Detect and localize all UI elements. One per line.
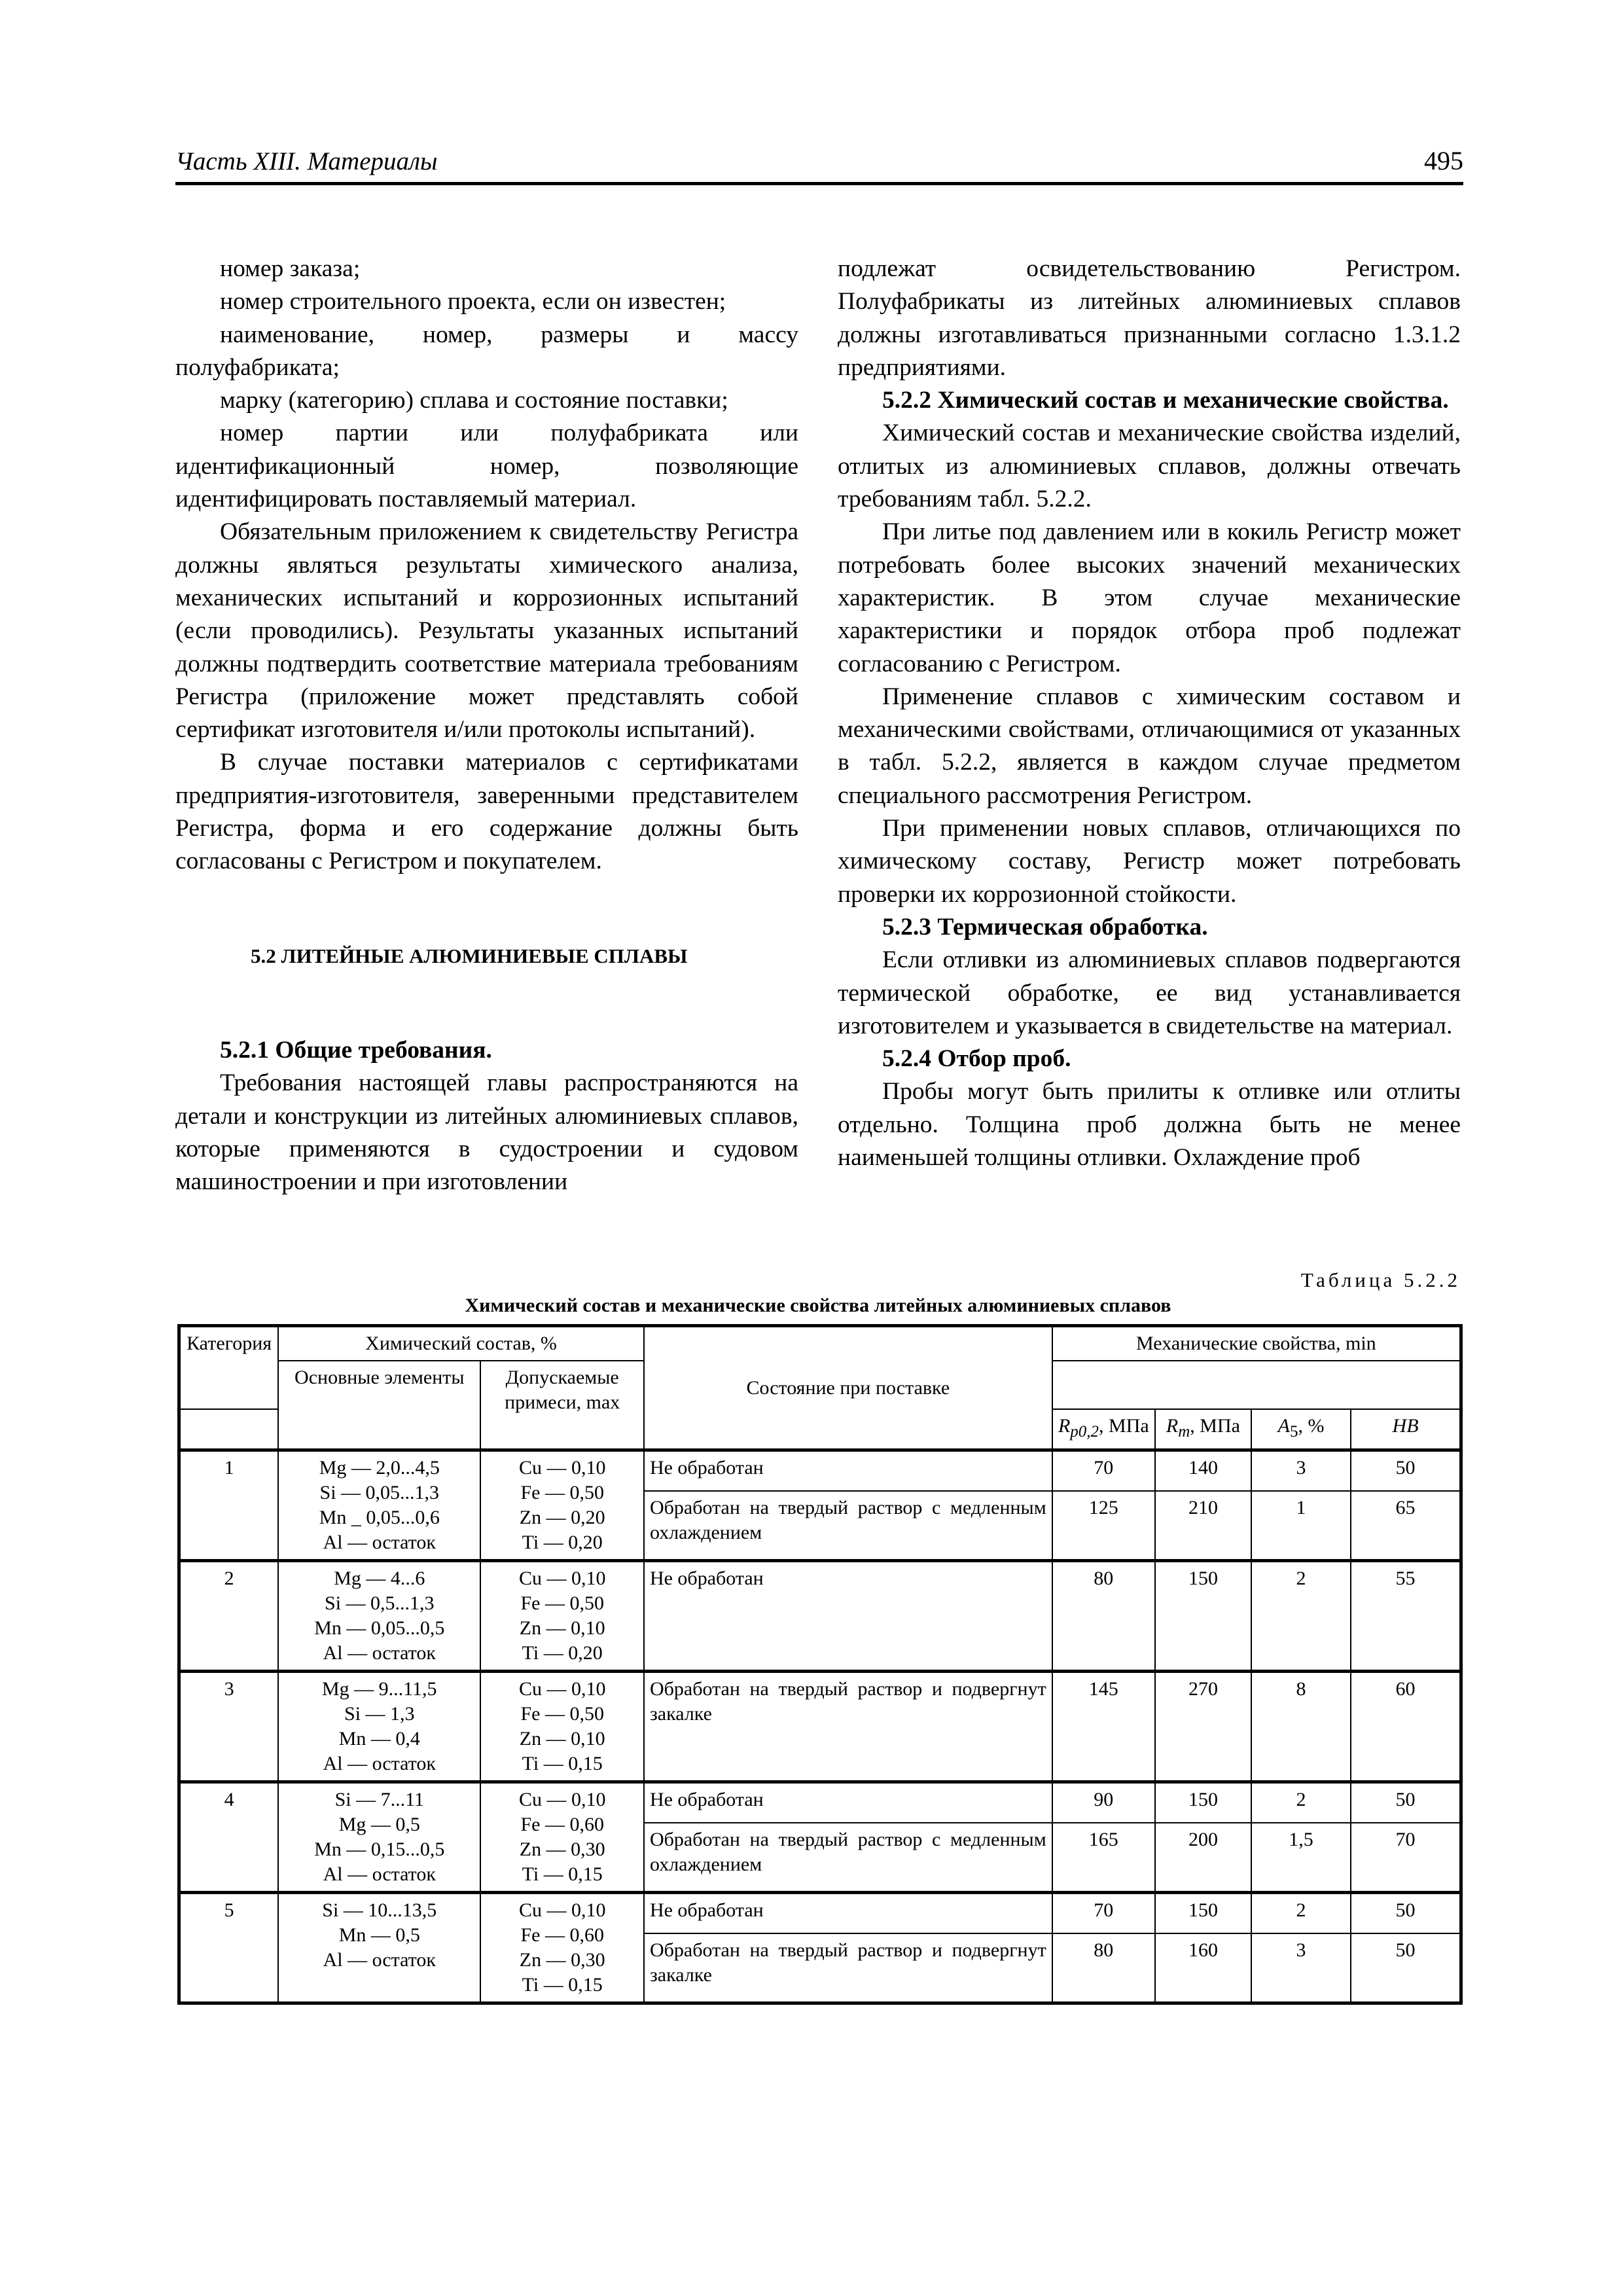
rp-cell: 145 xyxy=(1052,1672,1155,1782)
subsection-heading: 5.2.2 Химический состав и механические свойства. xyxy=(882,387,1449,414)
condition-cell: Не обработан xyxy=(644,1450,1052,1491)
condition-cell: Обработан на твердый раствор и подвергнут закалке xyxy=(644,1933,1052,2003)
rm-cell: 200 xyxy=(1155,1823,1251,1893)
main-elements-cell: Si — 10...13,5 Mn — 0,5 Al — остаток xyxy=(278,1893,480,2003)
subsection-heading: 5.2.1 Общие требования. xyxy=(220,1036,492,1064)
paragraph: марку (категорию) сплава и состояние поставки; xyxy=(220,387,728,414)
hb-cell: 60 xyxy=(1351,1672,1461,1782)
condition-cell: Не обработан xyxy=(644,1561,1052,1672)
hb-header: HB xyxy=(1351,1409,1461,1450)
paragraph: При применении новых сплавов, отличающихся по химическому составу, Регистр может потребовать проверки их коррозионной стойкости. xyxy=(838,815,1461,908)
paragraph: В случае поставки материалов с сертификатами предприятия-изготовителя, заверенными представителем Регистра, форма и его содержание должны быть согласованы с Регистром и покупателем. xyxy=(175,749,798,875)
hb-cell: 70 xyxy=(1351,1823,1461,1893)
condition-cell: Не обработан xyxy=(644,1782,1052,1823)
impurities-cell: Cu — 0,10 Fe — 0,50 Zn — 0,10 Ti — 0,20 xyxy=(480,1561,644,1672)
a5-cell: 2 xyxy=(1251,1561,1351,1672)
paragraph: номер заказа; xyxy=(220,255,361,282)
hb-cell: 55 xyxy=(1351,1561,1461,1672)
mech-spacer xyxy=(1052,1361,1461,1409)
impurities-cell: Cu — 0,10 Fe — 0,60 Zn — 0,30 Ti — 0,15 xyxy=(480,1893,644,2003)
impurities-cell: Cu — 0,10 Fe — 0,50 Zn — 0,10 Ti — 0,15 xyxy=(480,1672,644,1782)
table-title: Химический состав и механические свойства литейных алюминиевых сплавов xyxy=(465,1295,1171,1316)
impurities-cell: Cu — 0,10 Fe — 0,50 Zn — 0,20 Ti — 0,20 xyxy=(480,1450,644,1561)
category-header-spacer xyxy=(179,1409,279,1450)
rp-cell: 125 xyxy=(1052,1491,1155,1561)
subsection-heading: 5.2.4 Отбор проб. xyxy=(882,1045,1071,1073)
main-elements-cell: Mg — 2,0...4,5 Si — 0,05...1,3 Mn _ 0,05...0,6 Al — остаток xyxy=(278,1450,480,1561)
condition-header: Состояние при поставке xyxy=(644,1326,1052,1450)
header-title: Часть XIII. Материалы xyxy=(175,147,438,175)
paragraph: Применение сплавов с химическим составом и механическими свойствами, отличающимися от указанных в табл. 5.2.2, является в каждом случае предметом специального рассмотрения Регистром. xyxy=(838,683,1461,809)
a5-header: $A_5$, % xyxy=(1251,1409,1351,1450)
category-cell: 1 xyxy=(179,1450,279,1561)
table-row xyxy=(179,1893,1461,1933)
table-row xyxy=(179,1450,1461,1491)
paragraph: Пробы могут быть прилиты к отливке или отлиты отдельно. Толщина проб должна быть не менее наименьшей толщины отливки. Охлаждение проб xyxy=(838,1078,1461,1172)
rm-cell: 150 xyxy=(1155,1893,1251,1933)
paragraph: номер партии или полуфабриката или идентификационный номер, позволяющие идентифицировать поставляемый материал. xyxy=(175,420,798,513)
main-elements-header: Основные элементы xyxy=(278,1361,480,1450)
hb-cell: 65 xyxy=(1351,1491,1461,1561)
rp-cell: 90 xyxy=(1052,1782,1155,1823)
paragraph: Химический состав и механические свойства изделий, отлитых из алюминиевых сплавов, должны отвечать требованиям табл. 5.2.2. xyxy=(838,420,1461,513)
rp-cell: 165 xyxy=(1052,1823,1155,1893)
category-cell: 5 xyxy=(179,1893,279,2003)
a5-cell: 2 xyxy=(1251,1893,1351,1933)
paragraph: Обязательным приложением к свидетельству Регистра должны являться результаты химического анализа, механических испытаний и коррозионных испытаний (если проводились). Результаты указанных испытаний должны подтвердить соответствие материала требованиям Регистра (приложение может представлять собой сертификат изготовителя и/или протоколы испытаний). xyxy=(175,518,798,744)
paragraph: При литье под давлением или в кокиль Регистр может потребовать более высоких значений механических характеристик. В этом случае механические характеристики и порядок отбора проб подлежат согласованию с Регистром. xyxy=(838,518,1461,677)
hb-cell: 50 xyxy=(1351,1782,1461,1823)
chem-header: Химический состав, % xyxy=(278,1326,644,1361)
main-elements-cell: Si — 7...11 Mg — 0,5 Mn — 0,15...0,5 Al — остаток xyxy=(278,1782,480,1893)
category-cell: 3 xyxy=(179,1672,279,1782)
category-cell: 2 xyxy=(179,1561,279,1672)
rm-header: $R_m$, МПа xyxy=(1155,1409,1251,1450)
running-header xyxy=(175,143,1463,185)
main-elements-cell: Mg — 9...11,5 Si — 1,3 Mn — 0,4 Al — остаток xyxy=(278,1672,480,1782)
a5-cell: 3 xyxy=(1251,1450,1351,1491)
category-cell: 4 xyxy=(179,1782,279,1893)
rm-cell: 210 xyxy=(1155,1491,1251,1561)
paragraph: подлежат освидетельствованию Регистром. Полуфабрикаты из литейных алюминиевых сплавов должны изготавливаться признанными согласно 1.3.1.2 предприятиями. xyxy=(838,255,1461,381)
table-caption: Таблица 5.2.2 xyxy=(1300,1268,1461,1291)
paragraph: номер строительного проекта, если он известен; xyxy=(220,288,726,315)
a5-cell: 1,5 xyxy=(1251,1823,1351,1893)
subsection-heading: 5.2.3 Термическая обработка. xyxy=(882,913,1208,941)
hb-cell: 50 xyxy=(1351,1933,1461,2003)
mech-header: Механические свойства, min xyxy=(1052,1326,1461,1361)
condition-cell: Обработан на твердый раствор с медленным охлаждением xyxy=(644,1491,1052,1561)
table-header-row xyxy=(179,1326,1461,1361)
page-number: 495 xyxy=(1424,146,1463,175)
condition-cell: Не обработан xyxy=(644,1893,1052,1933)
hb-cell: 50 xyxy=(1351,1450,1461,1491)
impurities-cell: Cu — 0,10 Fe — 0,60 Zn — 0,30 Ti — 0,15 xyxy=(480,1782,644,1893)
rp-cell: 80 xyxy=(1052,1561,1155,1672)
rm-cell: 270 xyxy=(1155,1672,1251,1782)
left-column xyxy=(175,253,798,1198)
rm-cell: 150 xyxy=(1155,1561,1251,1672)
rm-cell: 150 xyxy=(1155,1782,1251,1823)
properties-table xyxy=(177,1324,1463,2005)
section-title: 5.2 ЛИТЕЙНЫЕ АЛЮМИНИЕВЫЕ СПЛАВЫ xyxy=(251,944,688,967)
rp-cell: 70 xyxy=(1052,1450,1155,1491)
a5-cell: 1 xyxy=(1251,1491,1351,1561)
paragraph: Если отливки из алюминиевых сплавов подвергаются термической обработке, ее вид устанавливается изготовителем и указывается в свидетельстве на материал. xyxy=(838,946,1461,1039)
rm-cell: 140 xyxy=(1155,1450,1251,1491)
rp-cell: 80 xyxy=(1052,1933,1155,2003)
table-row xyxy=(179,1672,1461,1782)
paragraph: наименование, номер, размеры и массу полуфабриката; xyxy=(175,321,798,381)
rp-header: $R_{p0,2}$, МПа xyxy=(1052,1409,1155,1450)
rp-cell: 70 xyxy=(1052,1893,1155,1933)
right-column xyxy=(838,253,1461,1174)
condition-cell: Обработан на твердый раствор и подвергнут закалке xyxy=(644,1672,1052,1782)
a5-cell: 2 xyxy=(1251,1782,1351,1823)
impurities-header: Допускаемые примеси, max xyxy=(480,1361,644,1450)
condition-cell: Обработан на твердый раствор с медленным охлаждением xyxy=(644,1823,1052,1893)
paragraph: Требования настоящей главы распространяются на детали и конструкции из литейных алюминиевых сплавов, которые применяются в судостроении и судовом машиностроении и при изготовлении xyxy=(175,1069,798,1196)
a5-cell: 3 xyxy=(1251,1933,1351,2003)
category-header: Категория xyxy=(179,1326,279,1410)
hb-cell: 50 xyxy=(1351,1893,1461,1933)
table-row xyxy=(179,1782,1461,1823)
table-row xyxy=(179,1561,1461,1672)
main-elements-cell: Mg — 4...6 Si — 0,5...1,3 Mn — 0,05...0,5 Al — остаток xyxy=(278,1561,480,1672)
rm-cell: 160 xyxy=(1155,1933,1251,2003)
a5-cell: 8 xyxy=(1251,1672,1351,1782)
